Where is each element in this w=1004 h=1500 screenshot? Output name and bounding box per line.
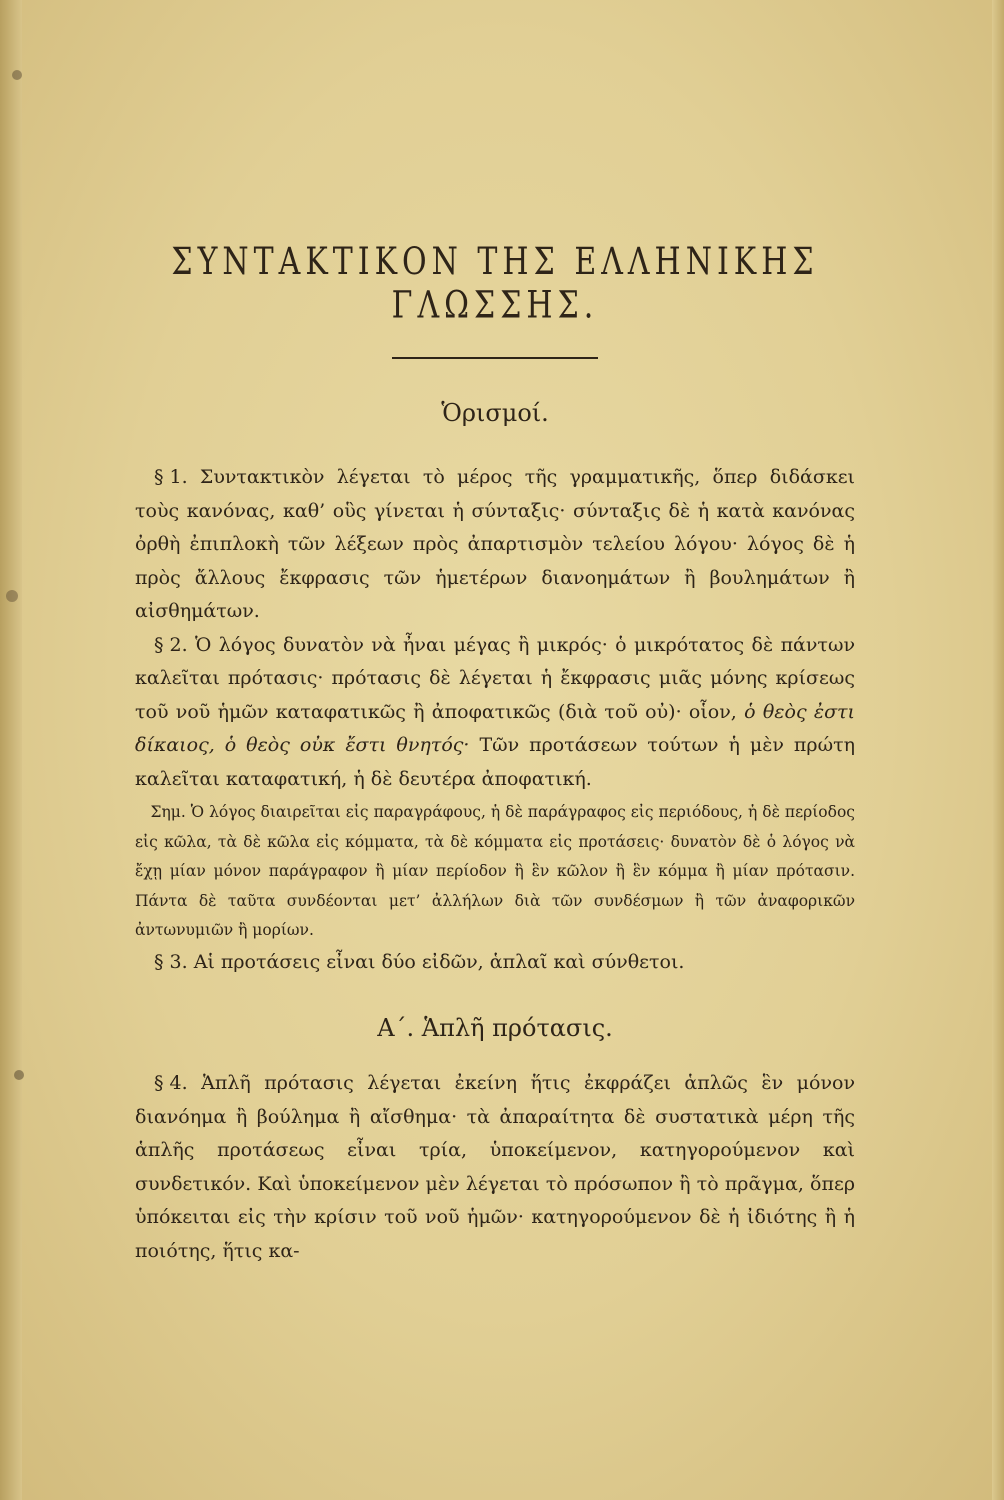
text-block <box>135 240 855 1268</box>
section-a-heading: Α΄. Ἁπλῆ πρότασις. <box>377 1014 613 1042</box>
paragraph-text-continued: Τῶν προτάσεων τούτων ἡ μὲν πρώτη καλεῖται καταφατική, ἡ δὲ δευτέρα ἀποφατική. <box>135 734 855 790</box>
paragraph-number: 2. <box>169 633 188 656</box>
section-symbol: § <box>154 466 164 488</box>
page-left-edge <box>0 0 22 1500</box>
note <box>135 798 855 946</box>
paragraph-text: Συντακτικὸν λέγεται τὸ μέρος τῆς γραμματικῆς, ὅπερ διδάσκει τοὺς κανόνας, καθ’ οὓς γίνεται ἡ σύνταξις· σύνταξις δὲ ἡ κατὰ κανόνας ὀρθὴ ἐπιπλοκὴ τῶν λέξεων πρὸς ἀπαρτισμὸν τελείου λόγου· λόγος δὲ ἡ πρὸς ἄλλους ἔκφρασις τῶν ἡμετέρων διανοημάτων ἢ βουλημάτων ἢ αἰσθημάτων. <box>135 466 855 622</box>
paragraph-text: Ὁ λόγος δυνατὸν νὰ ἦναι μέγας ἢ μικρός· ὁ μικρότατος δὲ πάντων καλεῖται πρότασις· πρότασις δὲ λέγεται ἡ ἔκφρασις μιᾶς μόνης κρίσεως τοῦ νοῦ ἡμῶν καταφατικῶς ἢ ἀποφατικῶς (διὰ τοῦ οὐ)· οἷον, <box>135 633 855 723</box>
note-text: Ὁ λόγος διαιρεῖται εἰς παραγράφους, ἡ δὲ παράγραφος εἰς περιόδους, ἡ δὲ περίοδος εἰς κῶλα, τὰ δὲ κῶλα εἰς κόμματα, τὰ δὲ κόμματα εἰς προτάσεις· δυνατὸν δὲ ὁ λόγος νὰ ἔχῃ μίαν μόνον παράγραφον ἢ μίαν περίοδον ἢ ἓν κῶλον ἢ ἓν κόμμα ἢ μίαν πρότασιν. Πάντα δὲ ταῦτα συνδέονται μετ’ ἀλλήλων διὰ τῶν συνδέσμων ἢ τῶν ἀναφορικῶν ἀντωνυμιῶν ἢ μορίων. <box>135 803 855 939</box>
section-symbol: § <box>154 1072 164 1094</box>
paragraph-number: 1. <box>169 466 188 488</box>
paragraph-4 <box>135 1067 855 1268</box>
paragraph-number: 3. <box>169 950 188 973</box>
paragraph-3 <box>135 946 855 980</box>
paragraph-text: Αἱ προτάσεις εἶναι δύο εἰδῶν, ἁπλαῖ καὶ σύνθετοι. <box>193 950 685 973</box>
note-label: Σημ. <box>150 803 186 821</box>
paragraph-number: 4. <box>169 1072 188 1094</box>
foxing-spot <box>14 1070 24 1080</box>
page-right-edge <box>992 0 1004 1500</box>
foxing-spot <box>12 70 22 80</box>
example-sentences: ὁ θεὸς ἐστι δίκαιος, ὁ θεὸς οὐκ ἔστι θνητός· <box>135 700 856 756</box>
foxing-spot <box>6 590 18 602</box>
paragraph-2 <box>135 629 855 797</box>
section-symbol: § <box>154 633 164 656</box>
page-title: ΣΥΝΤΑΚΤΙΚΟΝ ΤΗΣ ΕΛΛΗΝΙΚΗΣ ΓΛΩΣΣΗΣ. <box>171 240 819 328</box>
section-symbol: § <box>154 950 164 973</box>
paragraph-1 <box>135 461 855 629</box>
subtitle: Ὁρισμοί. <box>441 399 549 427</box>
paragraph-text: Ἁπλῆ πρότασις λέγεται ἐκείνη ἥτις ἐκφράζει ἁπλῶς ἓν μόνον διανόημα ἢ βούλημα ἢ αἴσθημα· τὰ ἀπαραίτητα δὲ συστατικὰ μέρη τῆς ἁπλῆς προτάσεως εἶναι τρία, ὑποκείμενον, κατηγορούμενον καὶ συνδετικόν. Καὶ ὑποκείμενον μὲν λέγεται τὸ πρόσωπον ἢ τὸ πρᾶγμα, ὅπερ ὑπόκειται εἰς τὴν κρίσιν τοῦ νοῦ ἡμῶν· κατηγορούμενον δὲ ἡ ἰδιότης ἢ ἡ ποιότης, ἥτις κα- <box>135 1072 856 1262</box>
title-rule <box>392 357 598 359</box>
